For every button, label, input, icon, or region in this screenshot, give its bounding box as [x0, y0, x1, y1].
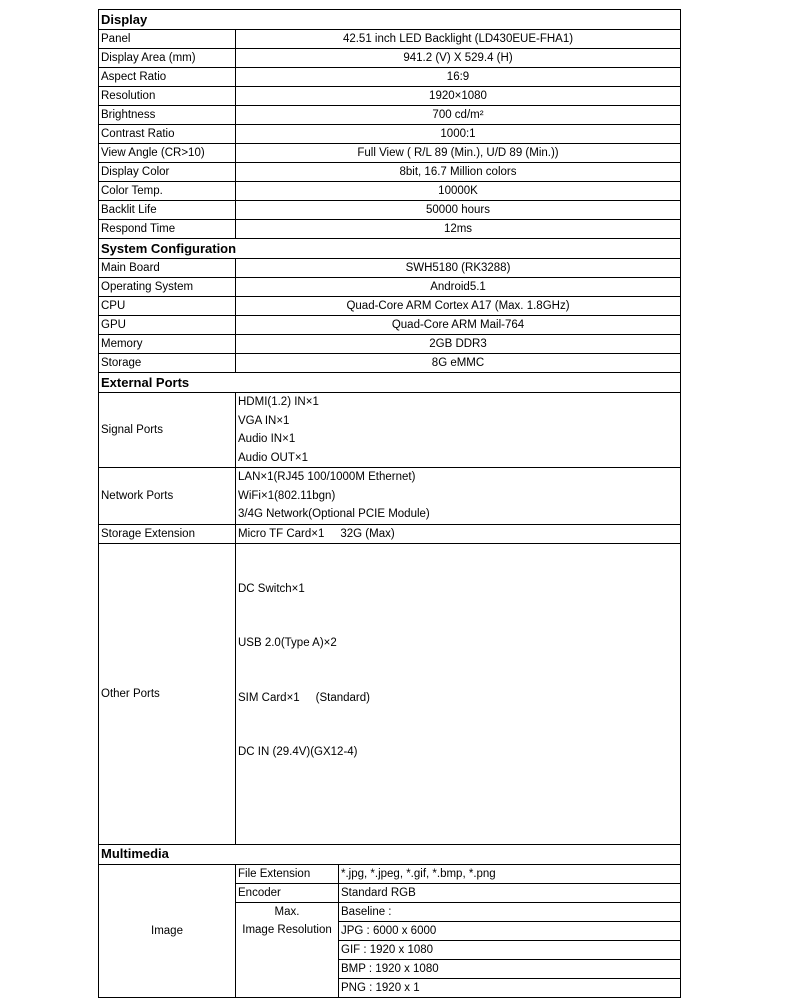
table-row: [99, 543, 681, 844]
table-row: [99, 278, 681, 297]
table-row: [99, 864, 681, 883]
row-value: 42.51 inch LED Backlight (LD430EUE-FHA1): [236, 30, 681, 49]
row-value: Full View ( R/L 89 (Min.), U/D 89 (Min.)): [236, 144, 681, 163]
row-label: Panel: [99, 30, 236, 49]
row-value: Android5.1: [236, 278, 681, 297]
table-row: [99, 144, 681, 163]
table-row: [99, 259, 681, 278]
row-label: Brightness: [99, 106, 236, 125]
table-row: [99, 354, 681, 373]
res-line: Baseline :: [339, 902, 681, 921]
row-value: 50000 hours: [236, 201, 681, 220]
row-value: 16:9: [236, 68, 681, 87]
section-ports: External Ports: [99, 373, 681, 393]
table-row: [99, 220, 681, 239]
multimedia-table: [98, 864, 681, 998]
port-line: DC Switch×1: [238, 582, 305, 595]
row-value: Quad-Core ARM Cortex A17 (Max. 1.8GHz): [236, 297, 681, 316]
row-label: Storage: [99, 354, 236, 373]
row-label: Other Ports: [99, 543, 236, 844]
row-value: 2GB DDR3: [236, 335, 681, 354]
row-label: Network Ports: [99, 468, 236, 525]
res-line: GIF : 1920 x 1080: [339, 940, 681, 959]
table-row: [99, 182, 681, 201]
row-value: SWH5180 (RK3288): [236, 259, 681, 278]
row-label: Signal Ports: [99, 393, 236, 468]
row-label: Color Temp.: [99, 182, 236, 201]
port-line: HDMI(1.2) IN×1: [238, 396, 319, 408]
section-display: Display: [99, 10, 681, 30]
row-label: Contrast Ratio: [99, 125, 236, 144]
row-label: Encoder: [236, 883, 339, 902]
row-value: 1000:1: [236, 125, 681, 144]
port-line: VGA IN×1: [238, 414, 290, 427]
row-value: *.jpg, *.jpeg, *.gif, *.bmp, *.png: [339, 864, 681, 883]
table-row: [99, 106, 681, 125]
row-label: Memory: [99, 335, 236, 354]
table-row: [99, 297, 681, 316]
port-line: 3/4G Network(Optional PCIE Module): [238, 508, 430, 520]
row-value: 1920×1080: [236, 87, 681, 106]
table-row: [99, 30, 681, 49]
res-line: JPG : 6000 x 6000: [339, 921, 681, 940]
res-line: PNG : 1920 x 1: [339, 978, 681, 997]
row-label: Display Color: [99, 163, 236, 182]
row-value: Quad-Core ARM Mail-764: [236, 316, 681, 335]
row-label: View Angle (CR>10): [99, 144, 236, 163]
port-line: DC IN (29.4V)(GX12-4): [238, 746, 358, 758]
row-label: Operating System: [99, 278, 236, 297]
row-value: 12ms: [236, 220, 681, 239]
row-label: Main Board: [99, 259, 236, 278]
table-row: [99, 68, 681, 87]
image-resolution-text: Image Resolution: [242, 924, 332, 936]
row-label: File Extension: [236, 864, 339, 883]
port-line: WiFi×1(802.11bgn): [238, 489, 336, 502]
row-label: CPU: [99, 297, 236, 316]
table-row: [99, 125, 681, 144]
row-value: 8bit, 16.7 Million colors: [236, 163, 681, 182]
table-row: [99, 524, 681, 543]
row-value: [236, 543, 681, 844]
row-value: 700 cd/m²: [236, 106, 681, 125]
row-label: Aspect Ratio: [99, 68, 236, 87]
row-value: [236, 393, 681, 468]
row-value: Micro TF Card×1 32G (Max): [236, 524, 681, 543]
display-system-table: [98, 9, 681, 865]
section-system: System Configuration: [99, 239, 681, 259]
row-value: Standard RGB: [339, 883, 681, 902]
image-resolution-label: [236, 921, 339, 997]
section-multimedia: Multimedia: [99, 844, 681, 864]
table-row: [99, 49, 681, 68]
image-label: Image: [99, 864, 236, 997]
res-line: BMP : 1920 x 1080: [339, 959, 681, 978]
max-label: Max.: [236, 902, 339, 921]
table-row: [99, 201, 681, 220]
row-label: Backlit Life: [99, 201, 236, 220]
row-label: Display Area (mm): [99, 49, 236, 68]
row-label: Storage Extension: [99, 524, 236, 543]
spec-sheet: [98, 9, 680, 998]
table-row: [99, 316, 681, 335]
table-row: [99, 468, 681, 525]
port-line: LAN×1(RJ45 100/1000M Ethernet): [238, 471, 416, 483]
row-label: GPU: [99, 316, 236, 335]
row-value: 10000K: [236, 182, 681, 201]
row-value: 941.2 (V) X 529.4 (H): [236, 49, 681, 68]
row-value: 8G eMMC: [236, 354, 681, 373]
row-value: [236, 468, 681, 525]
table-row: [99, 87, 681, 106]
table-row: [99, 393, 681, 468]
table-row: [99, 335, 681, 354]
port-line: SIM Card×1 (Standard): [238, 691, 370, 704]
port-line: USB 2.0(Type A)×2: [238, 637, 337, 649]
port-line: Audio IN×1: [238, 433, 296, 445]
row-label: Resolution: [99, 87, 236, 106]
row-label: Respond Time: [99, 220, 236, 239]
port-line: Audio OUT×1: [238, 451, 308, 464]
table-row: [99, 163, 681, 182]
